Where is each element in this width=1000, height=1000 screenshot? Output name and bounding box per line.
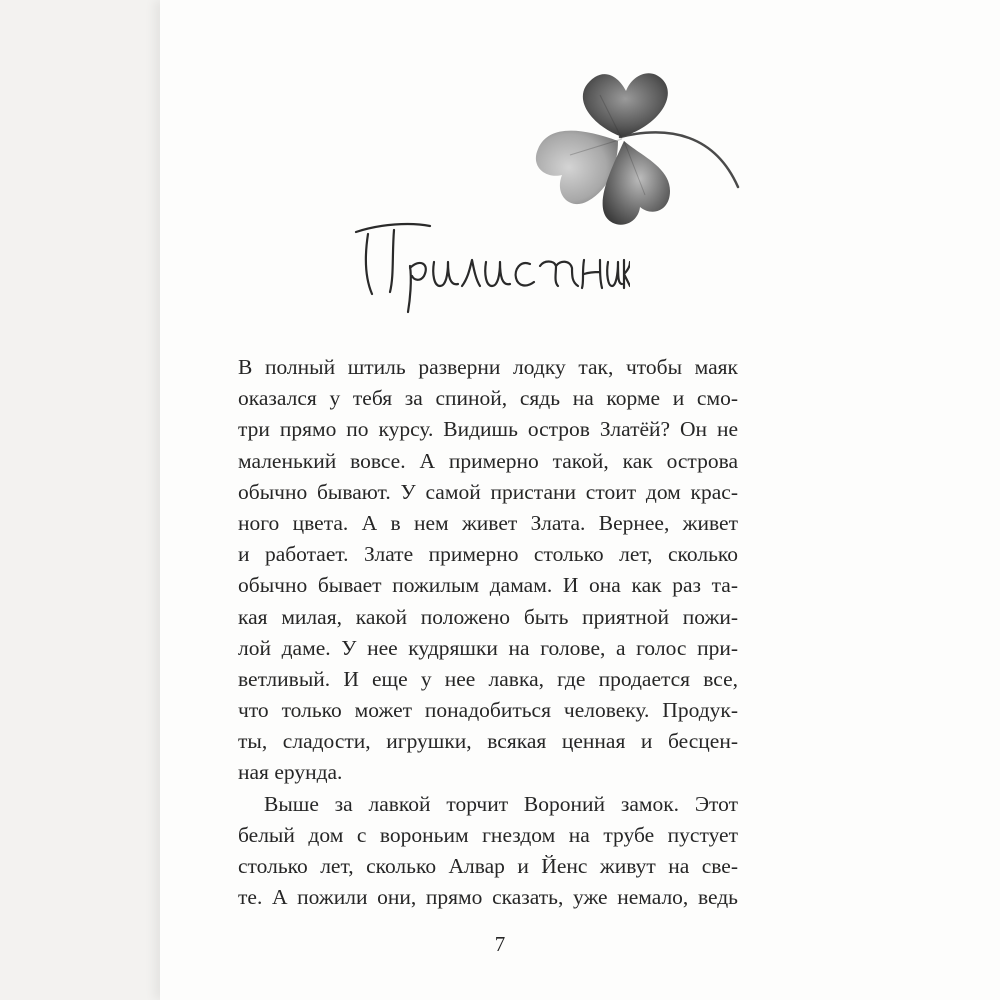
text-line: белый дом с вороньим гнездом на трубе пустует: [238, 822, 738, 847]
text-line: ветливый. И еще у нее лавка, где продается все,: [238, 666, 738, 691]
text-line: обычно бывают. У самой пристани стоит дом крас-: [238, 479, 738, 504]
text-line: ная ерунда.: [238, 760, 343, 785]
text-line: В полный штиль разверни лодку так, чтобы маяк: [238, 355, 738, 379]
text-line: оказался у тебя за спиной, сядь на корме и смо-: [238, 386, 738, 411]
text-line: ты, сладости, игрушки, всякая ценная и бесцен-: [238, 729, 738, 754]
text-line: маленький вовсе. А примерно такой, как острова: [238, 448, 738, 473]
text-line: ного цвета. А в нем живет Злата. Вернее, живет: [238, 510, 738, 535]
handwritten-title: [350, 210, 630, 315]
page-number: 7: [494, 932, 506, 956]
text-line: те. А пожили они, прямо сказать, уже немало, ведь: [238, 885, 738, 910]
clover-leaf-top: [583, 73, 668, 137]
text-line: обычно бывает пожилым дамам. И она как раз та-: [238, 573, 738, 598]
text-line: Выше за лавкой торчит Вороний замок. Этот: [264, 791, 738, 816]
text-line: три прямо по курсу. Видишь остров Златёй? Он не: [238, 417, 738, 442]
text-line: лой даме. У нее кудряшки на голове, а голос при-: [238, 635, 738, 660]
text-line: кая милая, какой положено быть приятной пожи-: [238, 604, 738, 629]
chapter-body: [238, 352, 738, 913]
clover-illustration: [370, 55, 750, 235]
text-line: и работает. Злате примерно столько лет, сколько: [238, 542, 738, 567]
chapter-title: [350, 210, 630, 315]
text-line: что только может понадобиться человеку. Продук-: [238, 698, 738, 723]
text-line: столько лет, сколько Алвар и Йенс живут на све-: [238, 854, 738, 878]
